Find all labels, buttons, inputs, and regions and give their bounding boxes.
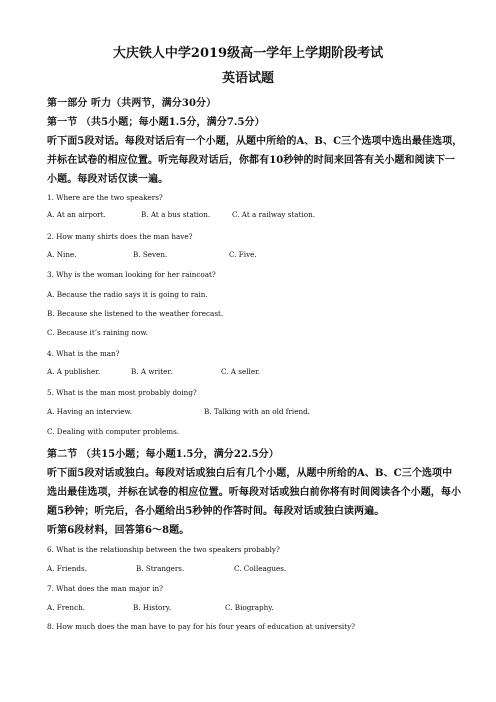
option-c[interactable]: C. Five. (229, 250, 257, 259)
option-a[interactable]: A. Because the radio says it is going to rain. (47, 290, 208, 299)
option-c[interactable]: C. Colleagues. (234, 564, 287, 573)
option-row (47, 407, 467, 417)
option-a[interactable]: A. French. (47, 603, 86, 612)
question-stem: 7. What does the man major in? (47, 584, 164, 593)
option-b[interactable]: B. History. (133, 603, 172, 612)
option-row (47, 367, 467, 377)
option-b[interactable]: B. Talking with an old friend. (204, 407, 310, 416)
section-one-instruction-line: 并标在试卷的相应位置。听完每段对话后，你都有10秒钟的时间来回答有关小题和阅读下一 (47, 155, 456, 166)
section-one-instruction-line: 小题。每段对话仅读一遍。 (47, 174, 169, 185)
question-stem: 8. How much does the man have to pay for his four years of education at university? (47, 622, 356, 631)
option-b[interactable]: B. Seven. (133, 250, 168, 259)
exam-title: 大庆铁人中学2019级高一学年上学期阶段考试 (112, 46, 384, 61)
question-stem: 4. What is the man? (47, 349, 120, 358)
option-row (47, 210, 467, 220)
option-c[interactable]: C. Because it’s raining now. (47, 328, 148, 337)
section-two-instruction-line: 听下面5段对话或独白。每段对话或独白后有几个小题，从题中所给的A、B、C三个选项中 (47, 468, 453, 479)
question-stem: 1. Where are the two speakers? (47, 193, 163, 202)
option-c[interactable]: C. Biography. (225, 603, 274, 612)
option-a[interactable]: A. Nine. (47, 250, 77, 259)
option-c[interactable]: C. At a railway station. (232, 210, 316, 219)
option-b[interactable]: B. At a bus station. (141, 210, 211, 219)
section-one-heading: 第一节 （共5小题；每小题1.5分，满分7.5分） (47, 117, 265, 128)
option-b[interactable]: B. Strangers. (136, 564, 185, 573)
option-a[interactable]: A. A publisher. (47, 367, 101, 376)
exam-subtitle: 英语试题 (221, 71, 274, 86)
option-a[interactable]: A. At an airport. (47, 210, 106, 219)
option-b[interactable]: B. A writer. (131, 367, 173, 376)
option-row (47, 564, 467, 574)
question-stem: 2. How many shirts does the man have? (47, 232, 193, 241)
section-one-instruction-line: 听下面5段对话。每段对话后有一个小题，从题中所给的A、B、C三个选项中选出最佳选项， (47, 136, 463, 147)
option-c[interactable]: C. A seller. (221, 367, 261, 376)
question-stem: 5. What is the man most probably doing? (47, 388, 197, 397)
material-heading: 听第6段材料，回答第6～8题。 (47, 525, 190, 536)
option-row (47, 250, 467, 260)
option-b[interactable]: B. Because she listened to the weather forecast. (47, 309, 224, 318)
section-two-instruction-line: 题5秒钟；听完后，各小题给出5秒钟的作答时间。每段对话或独白读两遍。 (47, 506, 385, 517)
option-a[interactable]: A. Friends. (47, 564, 87, 573)
section-two-instruction-line: 选出最佳选项，并标在试卷的相应位置。听每段对话或独白前你将有时间阅读各个小题，每小 (47, 487, 462, 498)
part-one-heading: 第一部分 听力（共两节，满分30分） (47, 98, 217, 109)
option-c[interactable]: C. Dealing with computer problems. (47, 427, 180, 436)
question-stem: 3. Why is the woman looking for her raincoat? (47, 270, 216, 279)
question-stem: 6. What is the relationship between the two speakers probably? (47, 545, 280, 554)
option-a[interactable]: A. Having an interview. (47, 407, 133, 416)
section-two-heading: 第二节 （共15小题；每小题1.5分，满分22.5分） (47, 449, 279, 460)
option-row (47, 603, 467, 613)
